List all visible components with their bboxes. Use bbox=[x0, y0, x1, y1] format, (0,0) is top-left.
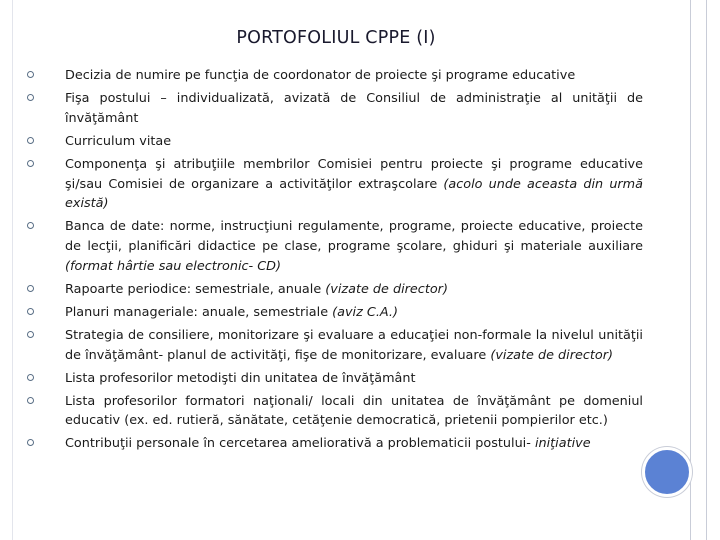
decorative-right-line bbox=[690, 0, 691, 540]
bullet-circle-icon bbox=[27, 397, 34, 404]
bullet-circle-icon bbox=[27, 137, 34, 144]
item-text: Componenţa şi atribuţiile membrilor Comisiei pentru proiecte şi programe educative şi/sau Comisiei de organizare a activităţilor extraşcolare bbox=[65, 156, 643, 192]
list-item bbox=[20, 217, 643, 276]
item-text: Contribuţii personale în cercetarea ameliorativă a problematicii postului- bbox=[65, 436, 531, 452]
decorative-right-line-outer bbox=[706, 0, 707, 540]
list-item bbox=[20, 369, 643, 389]
item-text: Lista profesorilor formatori naţionali/ locali din unitatea de învăţământ pe domeniul educativ (ex. ed. rutieră, sănătate, cetăţenie democratică, prietenii pompierilor etc.) bbox=[65, 393, 643, 429]
item-note: (acolo unde aceasta din urmă există) bbox=[65, 176, 643, 212]
item-note: (vizate de director) bbox=[325, 281, 448, 297]
bullet-circle-icon bbox=[27, 439, 34, 446]
item-text: Planuri manageriale: anuale, semestriale bbox=[65, 304, 329, 320]
list-item bbox=[20, 434, 643, 454]
item-note: (format hârtie sau electronic- CD) bbox=[65, 258, 282, 274]
bullet-circle-icon bbox=[27, 71, 34, 78]
bullet-circle-icon bbox=[27, 94, 34, 101]
bullet-circle-icon bbox=[27, 285, 34, 292]
item-note: (vizate de director) bbox=[490, 347, 613, 363]
item-note: (aviz C.A.) bbox=[332, 304, 398, 320]
list-item bbox=[20, 392, 643, 432]
item-text: Lista profesorilor metodişti din unitatea de învăţământ bbox=[65, 370, 416, 386]
bullet-circle-icon bbox=[27, 331, 34, 338]
list-item bbox=[20, 66, 643, 86]
bullet-circle-icon bbox=[27, 160, 34, 167]
list-item bbox=[20, 280, 643, 300]
item-text: Curriculum vitae bbox=[65, 133, 172, 149]
bullet-circle-icon bbox=[27, 374, 34, 381]
item-text: Banca de date: norme, instrucţiuni regulamente, programe, proiecte educative, proiecte de lecţii, planificări didactice pe clase, programe şcolare, ghiduri şi materiale auxiliare bbox=[65, 219, 643, 255]
bullet-circle-icon bbox=[27, 222, 34, 229]
item-text: Strategia de consiliere, monitorizare şi evaluare a educaţiei non-formale la nivelul unităţii de învăţământ- planul de activităţi, fişe de monitorizare, evaluare bbox=[65, 327, 643, 363]
list-item bbox=[20, 155, 643, 214]
decorative-left-line bbox=[12, 0, 13, 540]
list-item bbox=[20, 89, 643, 129]
item-note: iniţiative bbox=[534, 436, 591, 452]
bullet-list bbox=[20, 66, 643, 457]
item-text: Fişa postului – individualizată, avizată de Consiliul de administraţie al unităţii de învăţământ bbox=[65, 90, 643, 126]
decorative-circle bbox=[642, 447, 692, 497]
list-item bbox=[20, 326, 643, 366]
list-item bbox=[20, 132, 643, 152]
item-text: Rapoarte periodice: semestriale, anuale bbox=[65, 281, 322, 297]
bullet-circle-icon bbox=[27, 308, 34, 315]
slide-title: PORTOFOLIUL CPPE (I) bbox=[236, 28, 436, 48]
item-text: Decizia de numire pe funcţia de coordonator de proiecte şi programe educative bbox=[65, 68, 576, 83]
list-item bbox=[20, 303, 643, 323]
